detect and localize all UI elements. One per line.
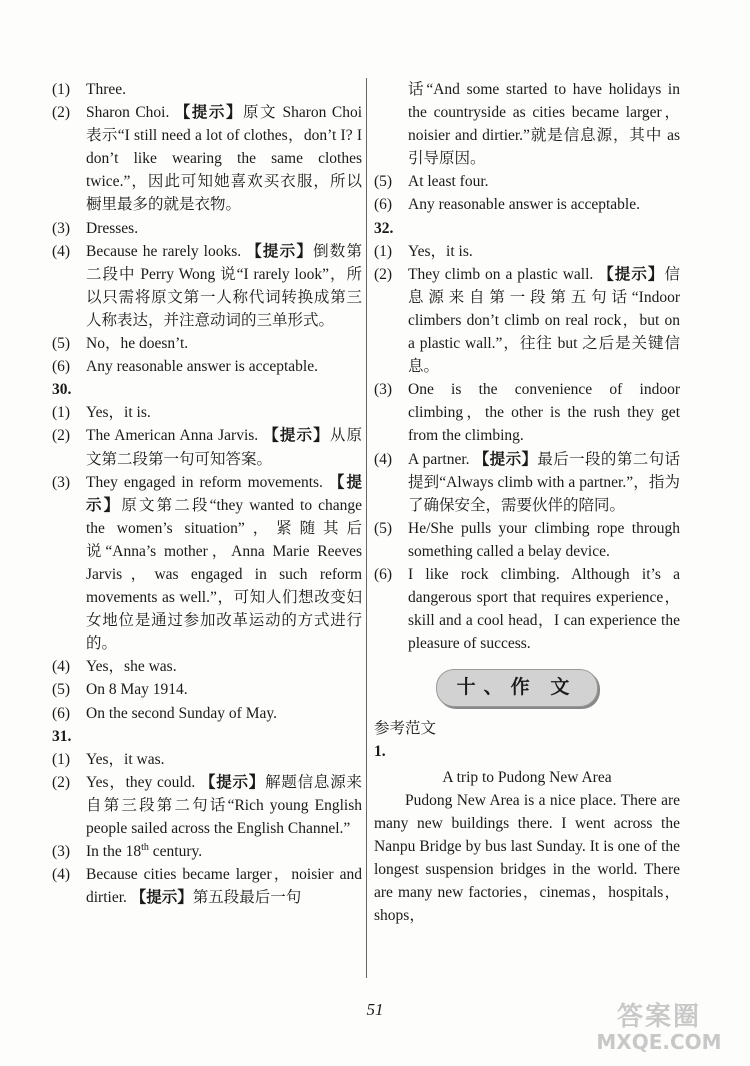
answer-text: Any reasonable answer is acceptable. (408, 196, 640, 214)
answer-text: At least four. (408, 173, 489, 191)
answer-text: He/She pulls your climbing rope through something called a belay device. (408, 519, 680, 560)
answer-text: Yes，it was. (86, 750, 165, 768)
answer-item (374, 378, 680, 447)
item-number: (2) (52, 773, 71, 791)
answer-item (52, 471, 362, 656)
essay-number: 1. (374, 743, 386, 761)
answer-text: Because he rarely looks. (86, 242, 242, 260)
answer-item (52, 101, 362, 216)
hint-label: 【提示】 (130, 889, 193, 907)
essay-body: Pudong New Area is a nice place. There are many new buildings there. I went across the Nanpu Bridge by bus last Sunday. It is one of the longest suspension bridges in the world. There are many new factories，cinemas，hospitals，shops， (374, 791, 680, 925)
answer-item (52, 678, 362, 701)
reference-label: 参考范文 (374, 720, 437, 738)
item-number: (5) (374, 519, 393, 537)
answer-text: They climb on a plastic wall. (408, 265, 594, 283)
hint-label: 【提示】 (199, 773, 266, 791)
hint-label: 【提示】 (598, 265, 665, 283)
answer-text: Dresses. (86, 219, 139, 237)
item-number: (1) (52, 750, 71, 768)
item-number: (4) (52, 242, 71, 260)
item-number: (1) (52, 81, 71, 98)
hint-label: 【提示】 (86, 473, 362, 514)
answer-item (52, 840, 362, 863)
answer-text: Any reasonable answer is acceptable. (86, 358, 318, 376)
answer-item (52, 748, 362, 771)
item-number: (6) (374, 565, 393, 583)
hint-text: 最后一段的第二句话提到“Always climb with a partner.”，指为了确保安全，需要伙伴的陪同。 (408, 450, 680, 514)
hint-text: 原文第二段“they wanted to change the women’s situation”，紧随其后说“Anna’s mother，Anna Marie Reeves Jarvis，was engaged in such reform movements as well.”，可知人们想改变妇女地位是通过参加改革运动的方式进行的。 (86, 496, 362, 653)
item-number: (2) (374, 265, 393, 283)
essay-title: A trip to Pudong New Area (442, 768, 612, 786)
item-number: (1) (374, 242, 393, 260)
answer-text: Three. (86, 81, 127, 98)
answer-text: One is the convenience of indoor climbing，the other is the rush they get from the climbing. (408, 381, 680, 445)
column-divider (366, 78, 367, 978)
section-banner: 十、作 文 (436, 669, 598, 707)
item-number: (6) (52, 704, 71, 722)
answer-text: They engaged in reform movements. (86, 473, 323, 491)
hint-label: 【提示】 (174, 104, 243, 122)
hint-text: 解题信息源来自第三段第二句话“Rich young English people sailed across the English Channel.” (86, 773, 362, 837)
item-number: (3) (374, 381, 393, 399)
question-number-30: 30. (52, 381, 72, 399)
answer-text: Yes，they could. (86, 773, 196, 791)
hint-text: 第五段最后一句 (192, 889, 302, 907)
item-number: (3) (52, 473, 71, 491)
item-number: (5) (52, 335, 71, 353)
answer-text: Yes，it is. (86, 404, 151, 422)
item-number: (5) (52, 681, 71, 699)
section-banner-wrap (436, 669, 680, 707)
answer-item (52, 355, 362, 378)
answer-text: Sharon Choi. (86, 104, 170, 122)
q31-hint-continuation (374, 78, 680, 170)
answer-item (374, 448, 680, 517)
item-number: (6) (374, 196, 393, 214)
item-number: (4) (52, 866, 71, 884)
hint-label: 【提示】 (263, 427, 330, 445)
item-number: (2) (52, 427, 71, 445)
item-number: (1) (52, 404, 71, 422)
item-number: (4) (52, 658, 71, 676)
item-number: (4) (374, 450, 393, 468)
answer-item (52, 655, 362, 678)
watermark-url: MXQE.COM (596, 1030, 722, 1054)
answer-item (374, 193, 680, 216)
watermark-logo (584, 1004, 734, 1060)
hint-text: 从原文第二段第一句可知答案。 (86, 427, 362, 468)
answer-item (374, 517, 680, 563)
hint-text: 倒数第二段中 Perry Wong 说“I rarely look”，所以只需将原文第一人称代词转换成第三人称表达，并注意动词的三单形式。 (86, 242, 362, 329)
answer-text: On the second Sunday of May. (86, 704, 277, 722)
q32-answers (374, 240, 680, 656)
hint-text: 话“And some started to have holidays in the countryside as cities became larger，noisier and dirtier.”就是信息源，其中 as 引导原因。 (408, 81, 680, 168)
item-number: (3) (52, 843, 71, 861)
answer-item (52, 78, 362, 101)
hint-label: 【提示】 (246, 242, 314, 260)
answer-text: A partner. (408, 450, 470, 468)
q31-answers (52, 748, 362, 910)
item-number: (3) (52, 219, 71, 237)
hint-text: 原文 Sharon Choi 表示“I still need a lot of clothes，don’t I? I don’t like wearing the same clothes twice.”，因此可知她喜欢买衣服，所以橱里最多的就是衣物。 (86, 104, 363, 214)
answer-item (52, 217, 362, 240)
hint-label: 【提示】 (473, 450, 538, 468)
hint-text: 信息源来自第一段第五句话“Indoor climbers don’t climb on real rock，but on a plastic wall.”，往往 but 之后是关键信息。 (408, 265, 680, 376)
watermark-text: 答案圈 (616, 1002, 701, 1032)
answer-item (52, 702, 362, 725)
question-number-32: 32. (374, 219, 394, 237)
answer-text: I like rock climbing. Although it’s a dangerous sport that requires experience，skill and a cool head，I can experience the pleasure of success. (408, 565, 680, 653)
answer-item (52, 240, 362, 332)
answer-text: The American Anna Jarvis. (86, 427, 259, 445)
answer-item (374, 170, 680, 193)
answer-item (52, 424, 362, 470)
answer-item (374, 240, 680, 263)
item-number: (5) (374, 173, 393, 191)
page-number: 51 (366, 1000, 384, 1019)
answer-item (374, 563, 680, 655)
answer-text: In the 18 (86, 843, 142, 861)
right-column (374, 78, 680, 927)
item-number: (2) (52, 104, 71, 122)
question-number-31: 31. (52, 727, 72, 745)
answer-text: On 8 May 1914. (86, 681, 188, 699)
answer-item (52, 863, 362, 909)
q29-answers (52, 78, 362, 378)
answer-text: Yes，it is. (408, 242, 473, 260)
q30-answers (52, 401, 362, 724)
left-column (52, 78, 362, 909)
answer-text: century. (148, 843, 203, 861)
answer-item (52, 332, 362, 355)
answer-item (374, 263, 680, 378)
answer-item (52, 401, 362, 424)
item-number: (6) (52, 358, 71, 376)
answer-item (52, 771, 362, 840)
answer-text: No，he doesn’t. (86, 335, 189, 353)
superscript: th (141, 841, 149, 853)
answer-text: Because cities became larger，noisier and dirtier. (86, 866, 362, 907)
answer-text: Yes，she was. (86, 658, 177, 676)
